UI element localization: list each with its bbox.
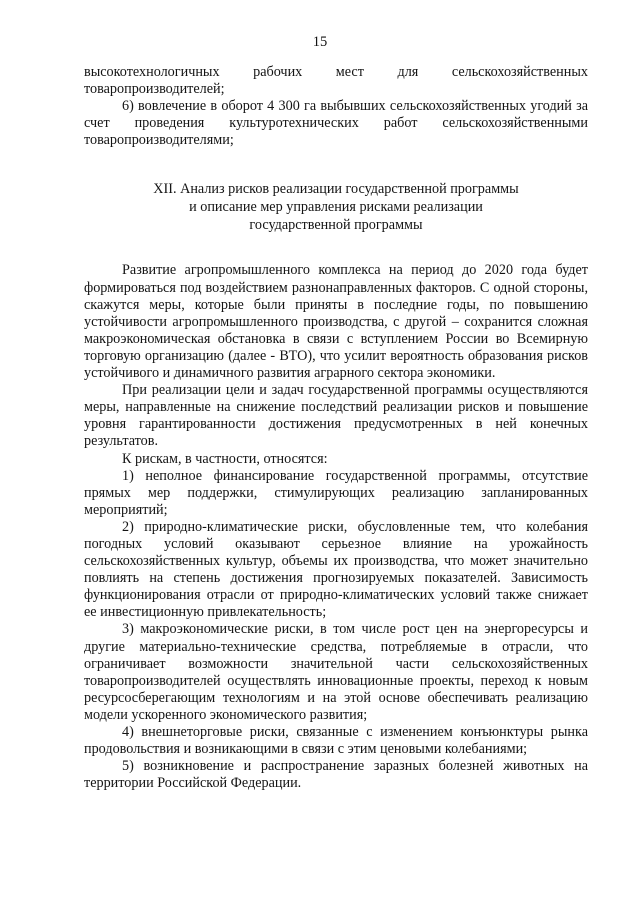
paragraph-development: Развитие агропромышленного комплекса на период до 2020 года будет формироваться под воздействием разнонаправленных факторов. С одной стороны, скажутся меры, которые были приняты в последние годы, по повышению устойчивости агропромышленного производства, с другой – сохранится сложная макроэкономическая обстановка в связи с вступлением России во Всемирную торговую организацию (далее - ВТО), что усилит вероятность образования рисков устойчивого и динамичного развития аграрного сектора экономики. [84, 262, 588, 382]
paragraph-risk-1: 1) неполное финансирование государственной программы, отсутствие прямых мер поддержки, стимулирующих реализацию запланированных мероприятий; [84, 467, 588, 518]
section-heading-line-3: государственной программы [249, 217, 423, 234]
paragraph-risk-4: 4) внешнеторговые риски, связанные с изменением конъюнктуры рынка продовольствия и возникающими в связи с этим ценовыми колебаниями; [84, 724, 588, 758]
document-body [84, 64, 588, 792]
paragraph-risk-5: 5) возникновение и распространение заразных болезней животных на территории Российской Федерации. [84, 758, 588, 792]
page-number: 15 [312, 34, 328, 50]
paragraph-risk-3: 3) макроэкономические риски, в том числе рост цен на энергоресурсы и другие материально-технические средства, потребляемые в отрасли, что ограничивает возможности значительной части сельскохозяйственных товаропроизводителей осуществлять инновационные проекты, переход к новым ресурсосберегающим технологиям и на этой основе обеспечивать реализацию модели ускоренного экономического развития; [84, 621, 588, 723]
section-heading-line-2: и описание мер управления рисками реализации [189, 199, 483, 216]
paragraph-item-6: 6) вовлечение в оборот 4 300 га выбывших сельскохозяйственных угодий за счет проведения культуротехнических работ сельскохозяйственными товаропроизводителями; [84, 98, 588, 149]
paragraph-risks-intro: К рискам, в частности, относятся: [122, 450, 328, 467]
paragraph-risk-2: 2) природно-климатические риски, обусловленные тем, что колебания погодных условий оказывают серьезное влияние на урожайность сельскохозяйственных культур, объемы их производства, что может значительно повлиять на степень достижения прогнозируемых показателей. Зависимость функционирования отрасли от природно-климатических условий также снижает ее инвестиционную привлекательность; [84, 518, 588, 621]
section-heading-line-1: XII. Анализ рисков реализации государственной программы [153, 181, 519, 198]
paragraph-measures: При реализации цели и задач государственной программы осуществляются меры, направленные на снижение последствий реализации рисков и повышение уровня гарантированности достижения предусмотренных в ней конечных результатов. [84, 382, 588, 450]
paragraph-continuation: высокотехнологичных рабочих мест для сельскохозяйственных товаропроизводителей; [84, 64, 588, 98]
section-heading [84, 180, 588, 234]
